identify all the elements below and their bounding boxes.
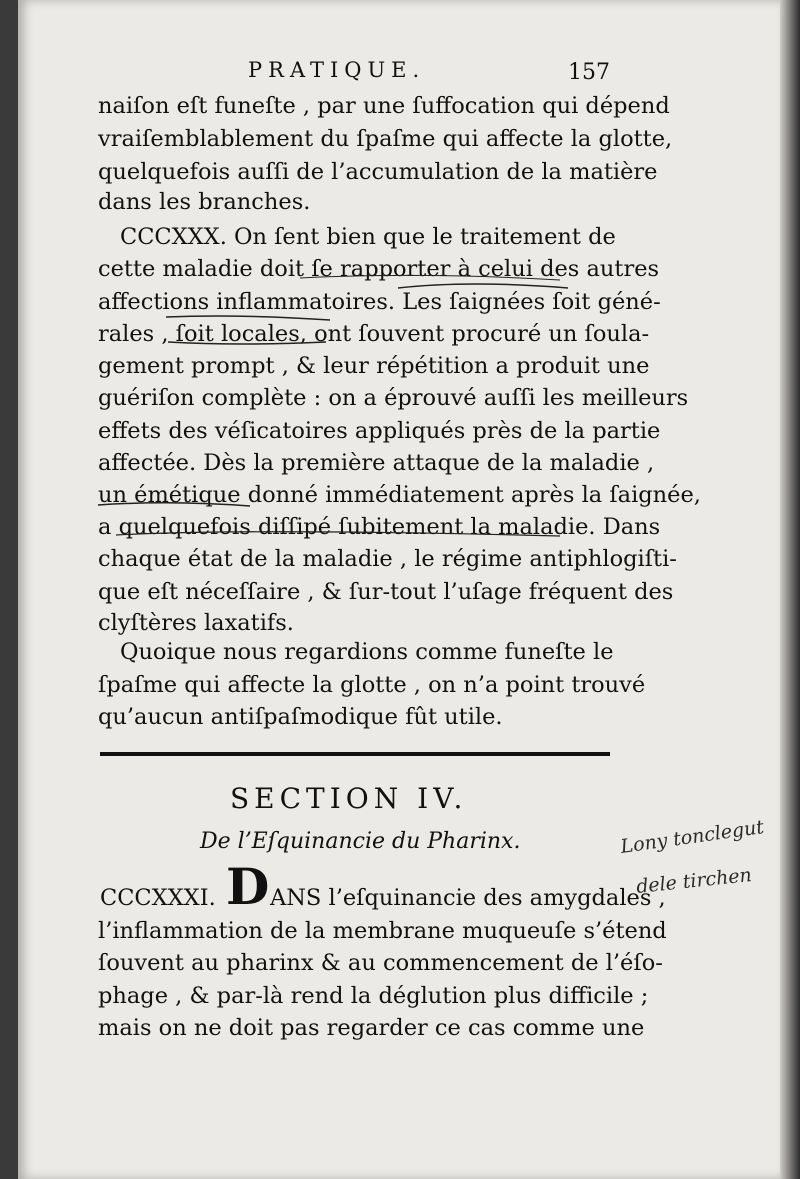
text-line: chaque état de la maladie , le régime antiphlogiſti- — [98, 546, 677, 572]
drop-capital: D — [226, 857, 270, 916]
running-head: PRATIQUE. — [248, 58, 426, 82]
underline-mark — [116, 532, 560, 536]
text-line: ſpaſme qui affecte la glotte , on n’a point trouvé — [98, 672, 646, 698]
underline-mark — [98, 503, 250, 506]
text-line: affectée. Dès la première attaque de la maladie , — [98, 450, 655, 476]
text-line: a quelquefois diſſipé ſubitement la maladie. Dans — [98, 514, 661, 540]
page-number: 157 — [568, 60, 610, 85]
underline-mark — [398, 284, 568, 288]
text-line: rales , ſoit locales, ont ſouvent procuré un ſoula- — [98, 321, 650, 347]
text-line: affections inflammatoires. Les ſaignées ſoit géné- — [98, 289, 661, 315]
section-title: SECTION IV. — [230, 782, 468, 815]
text-line: ſouvent au pharinx & au commencement de l’éſo- — [98, 950, 663, 976]
text-line: quelquefois auſſi de l’accumulation de la matière — [98, 159, 658, 185]
text-line: dans les branches. — [98, 189, 311, 215]
section-subtitle: De l’Eſquinancie du Pharinx. — [200, 829, 521, 854]
underline-mark — [300, 275, 560, 280]
text-line: naiſon eſt funeſte , par une ſuffocation qui dépend — [98, 93, 670, 119]
text-line: clyſtères laxatifs. — [98, 610, 294, 636]
text-line: ANS l’eſquinancie des amygdales , — [270, 885, 666, 911]
text-line: l’inflammation de la membrane muqueuſe s’étend — [98, 918, 667, 944]
text-line: phage , & par-là rend la déglution plus difficile ; — [98, 983, 649, 1009]
text-line: cette maladie doit ſe rapporter à celui des autres — [98, 256, 660, 282]
handwritten-note-line-1: Lony tonclegut — [619, 816, 766, 858]
text-line: gement prompt , & leur répétition a produit une — [98, 353, 650, 379]
underline-mark — [168, 342, 326, 344]
text-line: vraiſemblablement du ſpaſme qui affecte la glotte, — [98, 126, 673, 152]
text-line: guériſon complète : on a éprouvé auſſi les meilleurs — [98, 385, 689, 411]
text-line: que eſt néceſſaire , & ſur-tout l’uſage fréquent des — [98, 579, 674, 605]
paragraph-number: CCCXXXI. — [100, 885, 216, 911]
text-line: un émétique donné immédiatement après la ſaignée, — [98, 482, 701, 508]
underline-mark — [166, 316, 330, 320]
text-line: mais on ne doit pas regarder ce cas comme une — [98, 1015, 645, 1041]
text-line: effets des véſicatoires appliqués près de la partie — [98, 418, 661, 444]
text-line: Quoique nous regardions comme funeſte le — [120, 639, 614, 665]
text-line: qu’aucun antiſpaſmodique fût utile. — [98, 704, 503, 730]
handwritten-note-line-2: dele tirchen — [635, 864, 753, 898]
text-line: CCCXXX. On ſent bien que le traitement de — [120, 224, 616, 250]
